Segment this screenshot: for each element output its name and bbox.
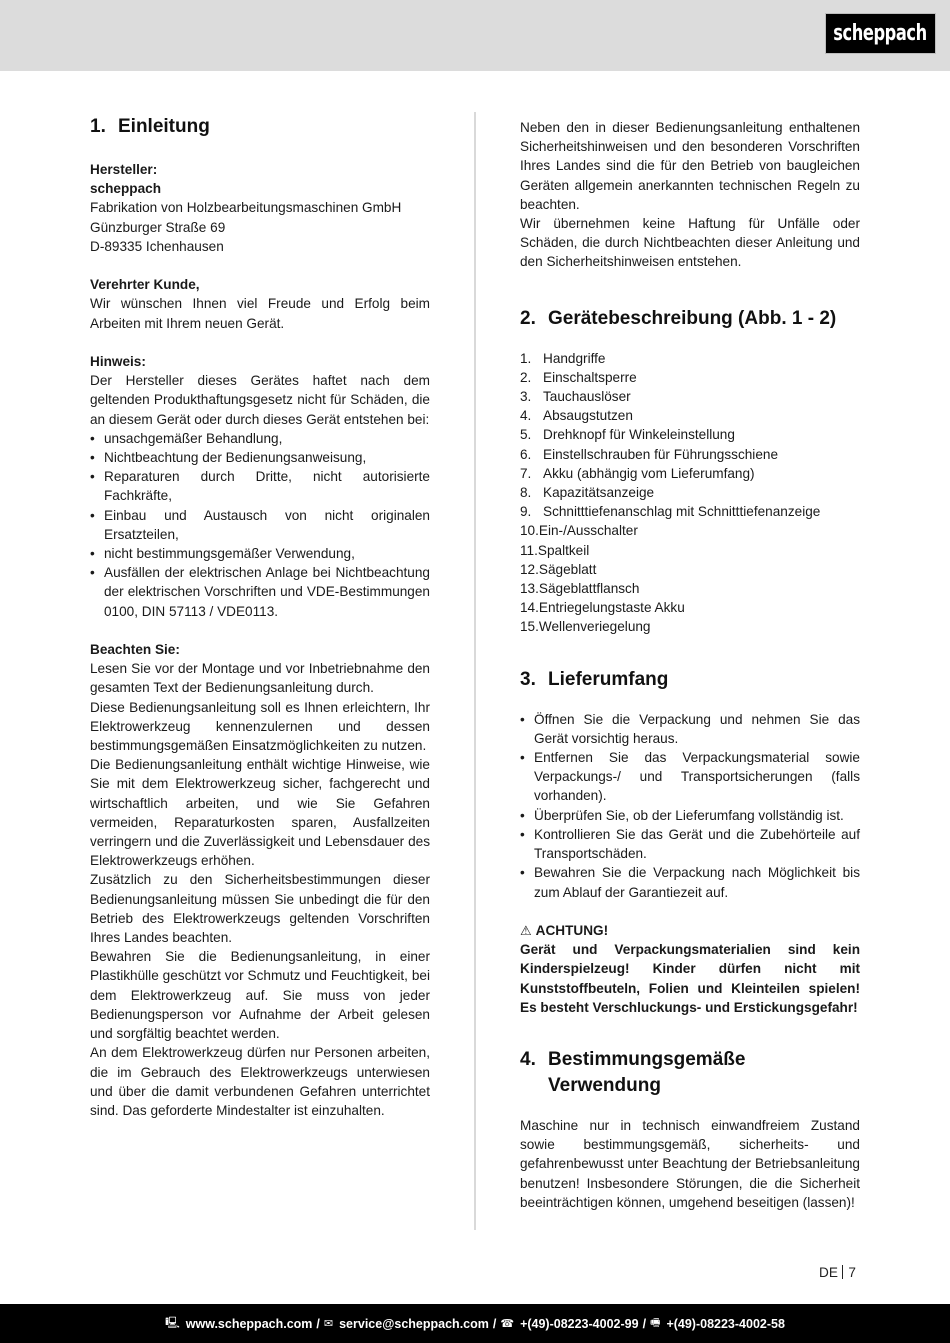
list-item: • Entfernen Sie das Verpackungsmaterial sowie Verpackungs-/ und Transportsicherungen (falls vorhanden).	[520, 748, 860, 806]
manufacturer-brand: scheppach	[90, 181, 162, 197]
list-item: • Ausfällen der elektrischen Anlage bei Nichtbeachtung der elektrischen Vorschriften und VDE-Bestimmungen 0100, DIN 57113 / VDE0113.	[90, 563, 430, 621]
website-link[interactable]: www.scheppach.com	[185, 1316, 313, 1331]
intended-use-text: Maschine nur in technisch einwandfreiem Zustand sowie bestimmungsgemäß, sicherheits- und gefahrenbewusst unter Beachtung der Betriebsanleitung benutzen! Insbesondere Störungen, die die Sicherheit beeinträchtigen können, umgehend beseitigen (lassen)!	[520, 1117, 860, 1210]
phone-number: +(49)-08223-4002-99	[520, 1316, 639, 1331]
list-item: 1. Handgriffe	[520, 350, 606, 366]
list-item: 8. Kapazitätsanzeige	[520, 485, 655, 501]
observe-paragraph: Die Bedienungsanleitung enthält wichtige Hinweise, wie Sie mit dem Elektrowerkzeug sicher, fachgerecht und wirtschaftlich arbeiten, und wie Sie Gefahren vermeiden, Reparaturkosten sparen, Ausfallzeiten verringern und die Zuverlässigkeit und Lebensdauer des Elektrowerkzeugs erhöhen.	[90, 757, 430, 869]
list-item: 11. Spaltkeil	[520, 542, 590, 558]
notice-list	[90, 429, 430, 621]
observe-paragraph: Bewahren Sie die Bedienungsanleitung, in einer Plastikhülle geschützt vor Schmutz und Feuchtigkeit, bei dem Elektrowerkzeug auf. Sie muss von jeder Bedienungsperson vor Aufnahme der Arbeit gelesen und sorgfältig beachtet werden.	[90, 949, 430, 1042]
manufacturer-line: D-89335 Ichenhausen	[90, 238, 224, 254]
list-item: • Einbau und Austausch von nicht originalen Ersatzteilen,	[90, 506, 430, 544]
section-4-heading: 4. Bestimmungsgemäße Verwendung	[520, 1048, 746, 1096]
customer-text: Wir wünschen Ihnen viel Freude und Erfolg beim Arbeiten mit Ihrem neuen Gerät.	[90, 296, 430, 331]
list-item: 14. Entriegelungstaste Akku	[520, 600, 685, 616]
observe-paragraph: Zusätzlich zu den Sicherheitsbestimmungen dieser Bedienungsanleitung müssen Sie unbedingt die für den Betrieb des Elektrowerkzeugs geltenden Vorschriften Ihres Landes beachten.	[90, 872, 430, 946]
observe-label: Beachten Sie:	[90, 642, 180, 658]
list-item: 4. Absaugstutzen	[520, 408, 633, 424]
section-3-heading: 3. Lieferumfang	[520, 668, 669, 690]
list-item: • Nichtbeachtung der Bedienungsanweisung,	[90, 448, 430, 467]
list-item: • Reparaturen durch Dritte, nicht autorisierte Fachkräfte,	[90, 467, 430, 505]
scheppach-logo	[825, 13, 936, 54]
manufacturer-label: Hersteller:	[90, 162, 158, 177]
list-item: 12. Sägeblatt	[520, 561, 597, 577]
list-item: • nicht bestimmungsgemäßer Verwendung,	[90, 544, 430, 563]
list-item: • Kontrollieren Sie das Gerät und die Zubehörteile auf Transportschäden.	[520, 825, 860, 863]
manufacturer-line: Günzburger Straße 69	[90, 219, 226, 235]
phone-icon: ☎	[500, 1318, 515, 1330]
footer-contact-bar: 🖳 www.scheppach.com / ✉ service@scheppach.com / ☎ +(49)-08223-4002-99 / 🖷 +(49)-08223-4002-58	[0, 1304, 950, 1343]
list-item: • Überprüfen Sie, ob der Lieferumfang vollständig ist.	[520, 806, 860, 825]
header-band	[0, 0, 950, 71]
warning-text: Gerät und Verpackungsmaterialien sind kein Kinderspielzeug! Kinder dürfen nicht mit Kunststoffbeuteln, Folien und Kleinteilen spielen! Es besteht Verschluckungs- und Erstickungsgefahr!	[520, 942, 860, 1015]
list-item: 10. Ein-/Ausschalter	[520, 523, 638, 539]
notice-intro: Der Hersteller dieses Gerätes haftet nach dem geltenden Produkthaftungsgesetz nicht für Schäden, die an diesem Gerät oder durch dieses Gerät entstehen bei:	[90, 373, 430, 427]
warning-block	[520, 921, 860, 1017]
right-column	[520, 118, 860, 1212]
observe-paragraph: An dem Elektrowerkzeug dürfen nur Personen arbeiten, die im Gebrauch des Elektrowerkzeugs unterwiesen und über die damit verbundenen Gefahren unterrichtet sind. Das geforderte Mindestalter ist einzuhalten.	[90, 1045, 430, 1118]
list-item: 3. Tauchauslöser	[520, 389, 631, 405]
list-item: 13. Sägeblattflansch	[520, 581, 640, 597]
intro-paragraph: Wir übernehmen keine Haftung für Unfälle oder Schäden, die durch Nichtbeachten dieser Anleitung und den Sicherheitshinweisen entstehen.	[520, 216, 860, 270]
computer-icon: 🖳	[165, 1317, 180, 1329]
left-column	[90, 114, 430, 1120]
observe-paragraph: Lesen Sie vor der Montage und vor Inbetriebnahme den gesamten Text der Bedienungsanleitung durch.	[90, 661, 430, 696]
list-item: 9. Schnitttiefenanschlag mit Schnitttiefenanzeige	[520, 504, 821, 520]
column-divider	[474, 112, 476, 1230]
manufacturer-block	[90, 160, 430, 256]
delivery-list	[520, 710, 860, 902]
parts-list	[520, 349, 860, 637]
fax-icon: 🖷	[650, 1317, 661, 1329]
notice-label: Hinweis:	[90, 354, 146, 369]
customer-label: Verehrter Kunde,	[90, 277, 200, 293]
intro-paragraph: Neben den in dieser Bedienungsanleitung enthaltenen Sicherheitshinweisen und den besonderen Vorschriften Ihres Landes sind die für den Betrieb von baugleichen Geräten allgemein anerkannten technischen Regeln zu beachten.	[520, 120, 860, 212]
list-item: 5. Drehknopf für Winkeleinstellung	[520, 427, 735, 443]
list-item: 15. Wellenveriegelung	[520, 619, 651, 635]
list-item: • Bewahren Sie die Verpackung nach Möglichkeit bis zum Ablauf der Garantiezeit auf.	[520, 863, 860, 901]
fax-number: +(49)-08223-4002-58	[666, 1316, 785, 1331]
list-item: 7. Akku (abhängig vom Lieferumfang)	[520, 465, 755, 481]
email-link[interactable]: service@scheppach.com	[339, 1316, 489, 1331]
section-2-heading: 2. Gerätebeschreibung (Abb. 1 - 2)	[520, 307, 837, 329]
list-item: 6. Einstellschrauben für Führungsschiene	[520, 446, 779, 462]
notice-block	[90, 352, 430, 621]
observe-paragraph: Diese Bedienungsanleitung soll es Ihnen erleichtern, Ihr Elektrowerkzeug kennenzulernen und dessen bestimmungsgemäßen Einsatzmöglichkeiten zu nutzen.	[90, 699, 430, 754]
observe-block	[90, 640, 430, 1120]
warning-heading: ⚠ ACHTUNG!	[520, 921, 860, 940]
manufacturer-line: Fabrikation von Holzbearbeitungsmaschinen GmbH	[90, 200, 402, 216]
section-1-heading: 1. Einleitung	[90, 116, 210, 137]
list-item: • unsachgemäßer Behandlung,	[90, 429, 430, 448]
list-item: • Öffnen Sie die Verpackung und nehmen Sie das Gerät vorsichtig heraus.	[520, 710, 860, 748]
customer-block	[90, 275, 430, 333]
mail-icon: ✉	[323, 1318, 334, 1330]
warning-triangle-icon: ⚠	[520, 922, 532, 938]
page-number: DE 7	[819, 1265, 856, 1280]
logo-text: scheppach	[833, 21, 928, 46]
list-item: 2. Einschaltsperre	[520, 369, 637, 385]
